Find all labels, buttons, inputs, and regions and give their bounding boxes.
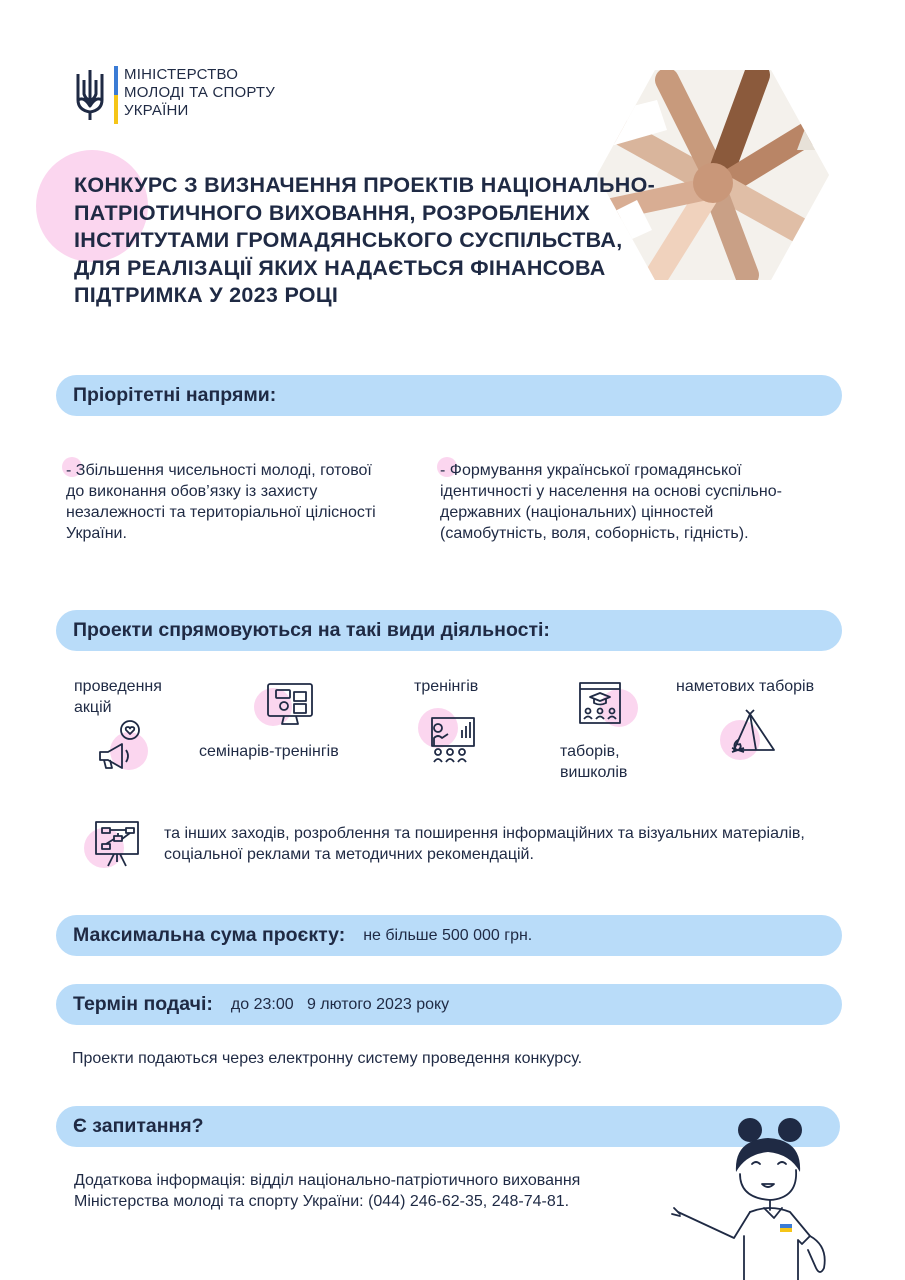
priorities-header [56,375,842,416]
activities-header [56,610,842,651]
tent-campfire-icon [720,708,780,762]
graduation-class-icon [576,681,640,729]
activity-label: семінарів-тренінгів [199,743,339,760]
ministry-name: МІНІСТЕРСТВО МОЛОДІ ТА СПОРТУ УКРАЇНИ [124,66,276,119]
deadline-header [56,984,842,1025]
contact-line-1: Додаткова інформація: відділ національно-патріотичного виховання [74,1172,581,1189]
submission-note: Проекти подаються через електронну систему проведення конкурсу. [72,1050,583,1067]
deadline-value: до 23:00 9 лютого 2023 року [230,995,450,1013]
max-sum-title: Максимальна сума проєкту: [73,924,346,946]
computer-seminar-icon [254,680,318,730]
max-sum-value: не більше 500 000 грн. [363,926,533,944]
contact-title: Є запитання? [73,1115,204,1137]
page-title: КОНКУРС З ВИЗНАЧЕННЯ ПРОЕКТІВ НАЦІОНАЛЬНО-ПАТРІОТИЧНОГО ВИХОВАННЯ, РОЗРОБЛЕНИХ ІНСТИТУТАМИ ГРОМАДЯНСЬКОГО СУСПІЛЬСТВА, ДЛЯ РЕАЛІЗАЦІЇ ЯКИХ НАДАЄТЬСЯ ФІНАНСОВА ПІДТРИМКА У 2023 РОЦІ [74,173,656,307]
flag-bar [114,66,118,124]
activity-label: проведення акцій [74,678,162,716]
activities-title: Проекти спрямовуються на такі види діяльності: [73,619,550,641]
priority-left: - Збільшення чисельності молоді, готової до виконання обов’язку із захисту незалежності та територіальної цілісності України. [66,462,376,542]
priorities-title: Пріорітетні напрями: [73,384,277,406]
megaphone-heart-icon [94,718,154,774]
flowchart-board-icon [84,818,144,870]
max-sum-header [56,915,842,956]
priority-right: - Формування української громадянської ідентичності у населення на основі суспільно-державних (національних) цінностей (самобутність, воля, соборність, гідність). [440,462,782,542]
deadline-title: Термін подачі: [73,993,213,1015]
trident-icon [74,66,106,122]
activity-label: наметових таборів [676,678,815,695]
ministry-logo [74,66,294,124]
activity-label: таборів, вишколів [560,743,628,781]
contact-line-2: Міністерства молоді та спорту України: (044) 246-62-35, 248-74-81. [74,1193,570,1210]
other-activities: та інших заходів, розроблення та поширення інформаційних та візуальних матеріалів, соціальної реклами та методичних рекомендацій. [164,825,805,863]
girl-illustration [670,1118,840,1280]
presentation-board-icon [418,708,478,764]
activity-label: тренінгів [414,678,479,695]
